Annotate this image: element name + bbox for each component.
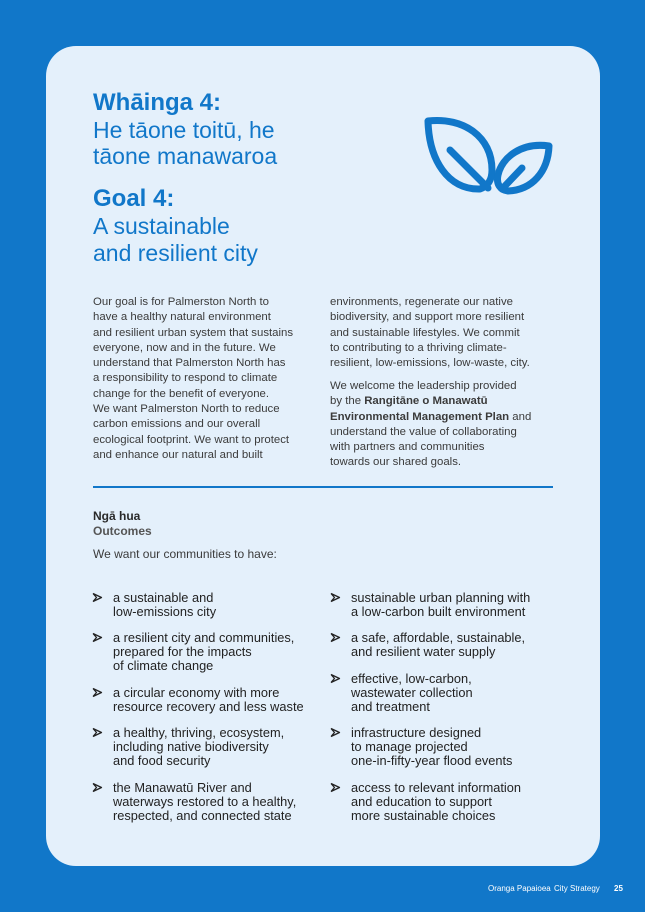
outcome-line: and education to support [351,794,492,809]
chevron-arrow-icon [330,632,341,643]
body-line: ecological footprint. We want to protect [93,433,290,446]
outcome-line: and treatment [351,699,430,714]
chevron-arrow-icon [330,592,341,603]
outcome-line: a sustainable and [113,590,214,605]
body-line: to contributing to a thriving climate- [330,341,507,354]
body-line: and enhance our natural and built [93,448,263,461]
body-text: and [509,410,532,423]
body-line: and resilient urban system that sustains [93,326,294,339]
chevron-arrow-icon [92,632,103,643]
body-line: carbon emissions and our overall [93,418,261,431]
body-line: We want Palmerston North to reduce [93,403,280,416]
body-line [330,410,531,425]
outcome-line: a safe, affordable, sustainable, [351,630,526,645]
outcome-text [113,591,216,619]
outcome-line: and food security [113,753,211,768]
body-line: everyone, now and in the future. We [93,341,276,354]
footer-doc-title: City Strategy [554,884,600,893]
chevron-arrow-icon [92,727,103,738]
footer-brand: Oranga Papaioea [488,884,551,893]
chevron-arrow-icon [92,782,103,793]
body-line: have a healthy natural environment [93,311,271,324]
chevron-arrow-icon [92,592,103,603]
leaves-icon [418,112,558,198]
outcome-line: a resilient city and communities, [113,630,295,645]
outcome-text [351,726,512,768]
heading-maori-goal: Whāinga 4: [93,89,222,116]
plan-name-bold: Environmental Management Plan [330,410,510,423]
outcomes-heading-maori: Ngā hua [93,509,141,523]
outcome-line: access to relevant information [351,780,521,795]
outcome-line: sustainable urban planning with [351,590,531,605]
outcomes-heading: Outcomes [93,524,152,538]
outcome-line: a low-carbon built environment [351,604,526,619]
outcomes-intro: We want our communities to have: [93,547,277,561]
outcome-line: prepared for the impacts [113,644,252,659]
body-line: resilient, low-emissions, low-waste, city. [330,357,530,370]
heading-goal: Goal 4: [93,185,175,212]
outcome-line: respected, and connected state [113,808,292,823]
outcome-text [351,631,525,659]
body-column-2-paragraph-2 [330,379,531,471]
outcome-line: waterways restored to a healthy, [113,794,297,809]
chevron-arrow-icon [330,727,341,738]
section-divider [93,486,553,488]
plan-name-bold: Rangitāne o Manawatū [364,395,488,408]
outcome-line: one-in-fifty-year flood events [351,753,513,768]
body-line: biodiversity, and support more resilient [330,311,525,324]
body-line: understand that Palmerston North has [93,357,286,370]
outcome-text [113,781,296,823]
outcome-line: and resilient water supply [351,644,496,659]
chevron-arrow-icon [92,687,103,698]
body-text: by the [330,395,365,408]
outcome-line: a healthy, thriving, ecosystem, [113,725,285,740]
outcome-line: to manage projected [351,739,468,754]
outcome-line: wastewater collection [351,685,473,700]
body-line: with partners and communities [330,441,485,454]
heading-maori-line1: He tāone toitū, he [93,117,275,143]
outcome-text [113,631,294,673]
outcome-text [113,686,304,714]
body-line: Our goal is for Palmerston North to [93,296,269,308]
outcome-line: effective, low-carbon, [351,671,472,686]
chevron-arrow-icon [330,782,341,793]
body-line: change for the benefit of everyone. [93,387,270,400]
outcome-text [351,591,530,619]
body-column-1 [93,295,293,463]
outcome-line: low-emissions city [113,604,217,619]
body-line [330,394,531,409]
body-line: a responsibility to respond to climate [93,372,278,385]
body-column-2 [330,295,530,371]
body-line: understand the value of collaborating [330,425,517,438]
page-number: 25 [614,884,623,893]
outcome-text [351,672,473,714]
body-line: towards our shared goals. [330,456,462,469]
body-line: and sustainable lifestyles. We commit [330,326,520,339]
outcome-text [351,781,521,823]
body-line: environments, regenerate our native [330,296,513,308]
outcome-line: the Manawatū River and [113,780,252,795]
heading-goal-line1: A sustainable [93,213,230,239]
heading-maori-line2: tāone manawaroa [93,143,278,169]
outcome-line: a circular economy with more [113,685,280,700]
outcome-line: of climate change [113,658,214,673]
heading-goal-line2: and resilient city [93,240,258,266]
outcome-line: infrastructure designed [351,725,482,740]
outcome-line: including native biodiversity [113,739,269,754]
outcome-line: more sustainable choices [351,808,496,823]
outcome-text [113,726,284,768]
chevron-arrow-icon [330,673,341,684]
body-line: We welcome the leadership provided [330,380,517,392]
outcome-line: resource recovery and less waste [113,699,304,714]
